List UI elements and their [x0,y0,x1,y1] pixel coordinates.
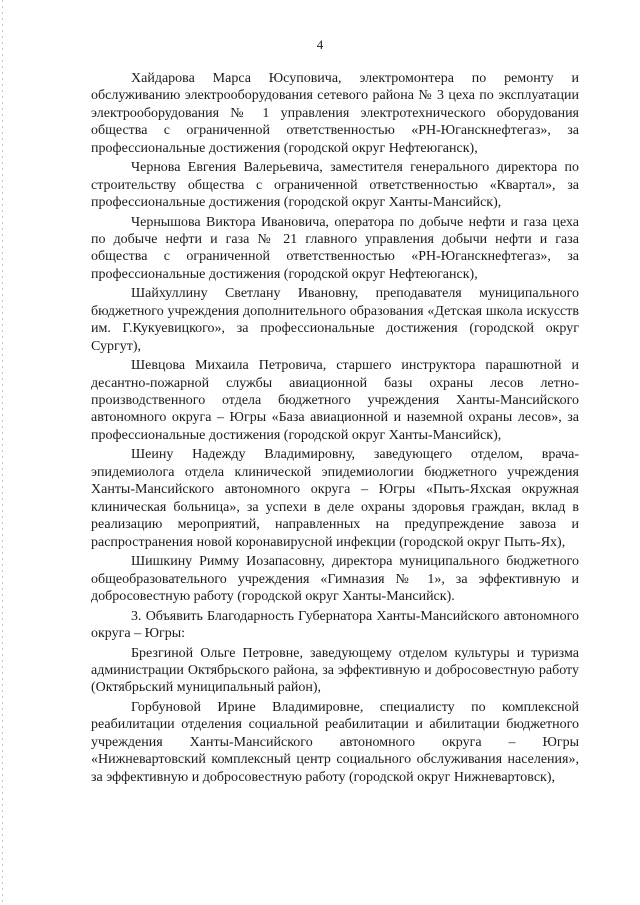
paragraph: Горбуновой Ирине Владимировне, специалисту по комплексной реабилитации отделения социальной реабилитации и абилитации бюджетного учреждения Ханты-Мансийского автономного округа – Югры «Нижневартовский комплексный центр социального обслуживания населения», за эффективную и добросовестную работу (городской округ Нижневартовск), [91,699,579,785]
paragraph: Шеину Надежду Владимировну, заведующего отделом, врача-эпидемиолога отдела клинической эпидемиологии бюджетного учреждения Ханты-Мансийского автономного округа – Югры «Пыть-Яхская окружная клиническая больница», за успехи в деле охраны здоровья граждан, вклад в реализацию мероприятий, направленных на предупреждение завоза и распространения новой коронавирусной инфекции (городской округ Пыть-Ях), [91,447,579,550]
paragraph: Брезгиной Ольге Петровне, заведующему отделом культуры и туризма администрации Октябрьского района, за эффективную и добросовестную работу (Октябрьский муниципальный район), [91,645,579,696]
paragraph: Хайдарова Марса Юсуповича, электромонтера по ремонту и обслуживанию электрооборудования сетевого района № 3 цеха по эксплуатации электрооборудования № 1 управления электротехнического оборудования общества с ограниченной ответственностью «РН-Юганскнефтегаз», за профессиональные достижения (городской округ Нефтеюганск), [91,71,579,156]
page-number: 4 [316,37,324,52]
paragraph: Чернова Евгения Валерьевича, заместителя генерального директора по строительству общества с ограниченной ответственностью «Квартал», за профессиональные достижения (городской округ Ханты-Мансийск), [91,160,579,211]
section-heading: 3. Объявить Благодарность Губернатора Ханты-Мансийского автономного округа – Югры: [91,608,579,641]
scan-edge-mark [2,0,3,905]
paragraph: Шайхуллину Светлану Ивановну, преподавателя муниципального бюджетного учреждения дополнительного образования «Детская школа искусств им. Г.Кукуевицкого», за профессиональные достижения (городской округ Сургут), [91,286,579,354]
paragraph: Чернышова Виктора Ивановича, оператора по добыче нефти и газа цеха по добыче нефти и газа № 21 главного управления добычи нефти и газа общества с ограниченной ответственностью «РН-Юганскнефтегаз», за профессиональные достижения (городской округ Нефтеюганск), [91,214,579,282]
paragraph: Шевцова Михаила Петровича, старшего инструктора парашютной и десантно-пожарной службы авиационной базы охраны лесов летно-производственного отдела бюджетного учреждения Ханты-Мансийского автономного округа – Югры «База авиационной и наземной охраны лесов», за профессиональные достижения (городской округ Ханты-Мансийск), [91,358,579,443]
paragraph: Шишкину Римму Иозапасовну, директора муниципального бюджетного общеобразовательного учреждения «Гимназия № 1», за эффективную и добросовестную работу (городской округ Ханты-Мансийск). [91,554,579,604]
document-body [91,70,579,786]
